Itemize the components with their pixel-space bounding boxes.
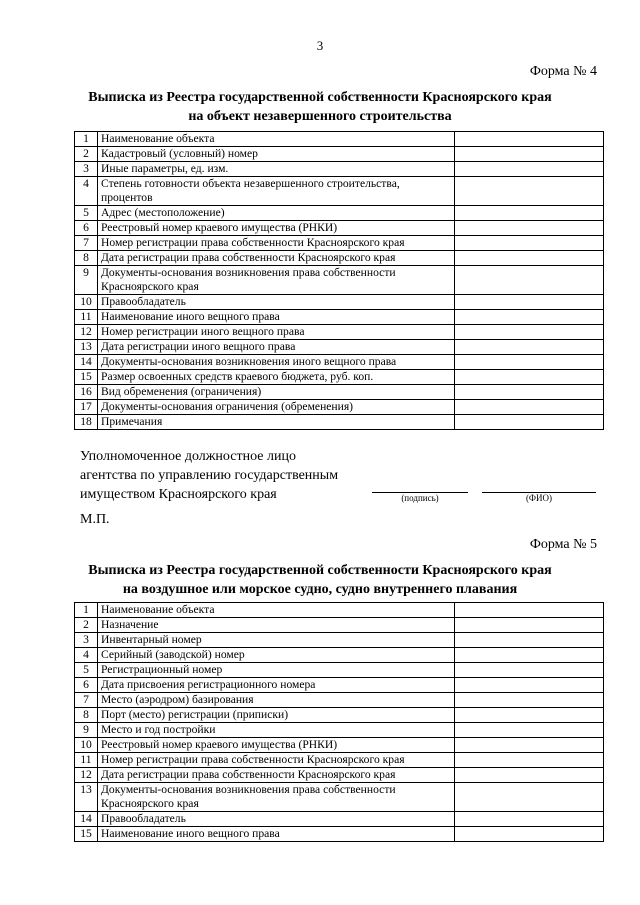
row-label-line: Место (аэродром) базирования (101, 693, 254, 706)
row-label-line: Номер регистрации права собственности Красноярского края (101, 236, 405, 249)
row-label (98, 147, 455, 162)
table-row (75, 783, 604, 812)
row-value-cell[interactable] (455, 295, 604, 310)
form4-title (0, 88, 640, 126)
row-number: 5 (75, 206, 98, 221)
row-label-line: Документы-основания возникновения права собственности (101, 783, 396, 796)
row-label-line: процентов (101, 191, 153, 204)
signatory-block (80, 447, 400, 504)
row-value-cell[interactable] (455, 251, 604, 266)
row-label (98, 783, 455, 812)
table-row (75, 147, 604, 162)
row-number: 7 (75, 693, 98, 708)
row-number: 14 (75, 812, 98, 827)
row-number: 10 (75, 295, 98, 310)
row-label-line: Наименование иного вещного права (101, 827, 280, 840)
signature-caption: (подпись) (401, 493, 439, 503)
row-value-cell[interactable] (455, 693, 604, 708)
row-number: 1 (75, 603, 98, 618)
row-label-line: Назначение (101, 618, 159, 631)
row-number: 12 (75, 768, 98, 783)
row-number: 15 (75, 827, 98, 842)
table-row (75, 603, 604, 618)
row-label-line: Степень готовности объекта незавершенного строительства, (101, 177, 400, 190)
table-row (75, 206, 604, 221)
row-label-line: Иные параметры, ед. изм. (101, 162, 229, 175)
row-value-cell[interactable] (455, 633, 604, 648)
table-row (75, 325, 604, 340)
row-label (98, 266, 455, 295)
table-row (75, 295, 604, 310)
row-value-cell[interactable] (455, 325, 604, 340)
row-value-cell[interactable] (455, 310, 604, 325)
row-value-cell[interactable] (455, 385, 604, 400)
row-label-line: Место и год постройки (101, 723, 216, 736)
row-label-line: Документы-основания ограничения (обременения) (101, 400, 354, 413)
row-label (98, 648, 455, 663)
row-label-line: Красноярского края (101, 797, 199, 810)
row-label-line: Реестровый номер краевого имущества (РНКИ) (101, 738, 338, 751)
row-label (98, 177, 455, 206)
page-number: 3 (316, 38, 324, 53)
form4-title-line2: на объект незавершенного строительства (188, 109, 452, 124)
table-row (75, 400, 604, 415)
row-label (98, 221, 455, 236)
table-row (75, 385, 604, 400)
row-label (98, 678, 455, 693)
row-value-cell[interactable] (455, 355, 604, 370)
row-value-cell[interactable] (455, 147, 604, 162)
table-row (75, 633, 604, 648)
row-number: 9 (75, 266, 98, 295)
row-value-cell[interactable] (455, 236, 604, 251)
table-row (75, 648, 604, 663)
row-value-cell[interactable] (455, 648, 604, 663)
row-label-line: Регистрационный номер (101, 663, 223, 676)
table-row (75, 177, 604, 206)
row-value-cell[interactable] (455, 812, 604, 827)
row-number: 8 (75, 251, 98, 266)
table-row (75, 663, 604, 678)
table-row (75, 678, 604, 693)
row-value-cell[interactable] (455, 708, 604, 723)
row-number: 18 (75, 415, 98, 430)
row-label-line: Дата регистрации права собственности Красноярского края (101, 768, 396, 781)
row-number: 11 (75, 753, 98, 768)
row-label (98, 415, 455, 430)
row-label-line: Наименование иного вещного права (101, 310, 280, 323)
row-label-line: Примечания (101, 415, 163, 428)
table-row (75, 370, 604, 385)
row-value-cell[interactable] (455, 678, 604, 693)
form5-title-line2: на воздушное или морское судно, судно внутреннего плавания (122, 582, 518, 597)
row-number: 13 (75, 783, 98, 812)
row-label-line: Дата регистрации права собственности Красноярского края (101, 251, 396, 264)
row-label-line: Наименование объекта (101, 603, 215, 616)
row-label (98, 400, 455, 415)
row-label-line: Размер освоенных средств краевого бюджета, руб. коп. (101, 370, 374, 383)
name-field (482, 492, 596, 503)
row-label-line: Порт (место) регистрации (приписки) (101, 708, 289, 721)
row-value-cell[interactable] (455, 723, 604, 738)
stamp-place: М.П. (80, 512, 110, 527)
row-label (98, 812, 455, 827)
row-label-line: Документы-основания возникновения иного вещного права (101, 355, 397, 368)
form4-label: Форма № 4 (529, 64, 597, 79)
row-label-line: Дата присвоения регистрационного номера (101, 678, 316, 691)
row-number: 13 (75, 340, 98, 355)
row-number: 3 (75, 633, 98, 648)
row-label (98, 753, 455, 768)
signatory-line3: имуществом Красноярского края (80, 487, 277, 502)
row-label-line: Номер регистрации права собственности Красноярского края (101, 753, 405, 766)
row-value-cell[interactable] (455, 340, 604, 355)
row-label (98, 132, 455, 147)
row-label (98, 370, 455, 385)
row-label-line: Документы-основания возникновения права собственности (101, 266, 396, 279)
table-row (75, 221, 604, 236)
row-label-line: Наименование объекта (101, 132, 215, 145)
row-number: 6 (75, 678, 98, 693)
table-row (75, 162, 604, 177)
row-value-cell[interactable] (455, 783, 604, 812)
table-row (75, 415, 604, 430)
row-number: 9 (75, 723, 98, 738)
row-label (98, 355, 455, 370)
table-row (75, 753, 604, 768)
row-label-line: Адрес (местоположение) (101, 206, 225, 219)
row-label (98, 663, 455, 678)
signatory-line2: агентства по управлению государственным (80, 468, 339, 483)
table-row (75, 236, 604, 251)
row-number: 14 (75, 355, 98, 370)
row-number: 5 (75, 663, 98, 678)
row-number: 8 (75, 708, 98, 723)
row-value-cell[interactable] (455, 370, 604, 385)
row-number: 4 (75, 648, 98, 663)
row-number: 1 (75, 132, 98, 147)
row-value-cell[interactable] (455, 221, 604, 236)
row-number: 12 (75, 325, 98, 340)
row-label-line: Красноярского края (101, 280, 199, 293)
row-label (98, 603, 455, 618)
table-row (75, 738, 604, 753)
signatory-line1: Уполномоченное должностное лицо (80, 449, 296, 464)
row-number: 4 (75, 177, 98, 206)
row-label-line: Реестровый номер краевого имущества (РНКИ) (101, 221, 338, 234)
row-value-cell[interactable] (455, 132, 604, 147)
row-label (98, 310, 455, 325)
row-value-cell[interactable] (455, 768, 604, 783)
form4-table (74, 131, 604, 430)
row-value-cell[interactable] (455, 753, 604, 768)
row-value-cell[interactable] (455, 400, 604, 415)
table-row (75, 266, 604, 295)
row-value-cell[interactable] (455, 827, 604, 842)
row-label (98, 162, 455, 177)
row-value-cell[interactable] (455, 738, 604, 753)
form5-table (74, 602, 604, 842)
row-number: 17 (75, 400, 98, 415)
row-number: 15 (75, 370, 98, 385)
row-label (98, 385, 455, 400)
form5-title-line1: Выписка из Реестра государственной собственности Красноярского края (88, 563, 552, 578)
row-label-line: Номер регистрации иного вещного права (101, 325, 305, 338)
row-label (98, 708, 455, 723)
row-value-cell[interactable] (455, 603, 604, 618)
row-value-cell[interactable] (455, 206, 604, 221)
row-label (98, 768, 455, 783)
table-row (75, 310, 604, 325)
row-label (98, 295, 455, 310)
row-number: 11 (75, 310, 98, 325)
row-value-cell[interactable] (455, 266, 604, 295)
row-value-cell[interactable] (455, 618, 604, 633)
table-row (75, 132, 604, 147)
row-number: 3 (75, 162, 98, 177)
row-label-line: Кадастровый (условный) номер (101, 147, 258, 160)
row-value-cell[interactable] (455, 415, 604, 430)
table-row (75, 827, 604, 842)
signature-field (372, 492, 468, 503)
table-row (75, 693, 604, 708)
row-label (98, 738, 455, 753)
row-label-line: Вид обременения (ограничения) (101, 385, 262, 398)
row-number: 2 (75, 618, 98, 633)
row-label-line: Инвентарный номер (101, 633, 202, 646)
form5-title (0, 561, 640, 599)
form5-label: Форма № 5 (529, 537, 597, 552)
row-label-line: Правообладатель (101, 812, 186, 825)
row-label (98, 251, 455, 266)
row-value-cell[interactable] (455, 162, 604, 177)
row-number: 2 (75, 147, 98, 162)
row-number: 6 (75, 221, 98, 236)
row-value-cell[interactable] (455, 663, 604, 678)
row-label (98, 633, 455, 648)
form4-title-line1: Выписка из Реестра государственной собственности Красноярского края (88, 90, 552, 105)
row-label-line: Дата регистрации иного вещного права (101, 340, 296, 353)
name-caption: (ФИО) (525, 493, 553, 503)
table-row (75, 355, 604, 370)
row-label (98, 693, 455, 708)
table-row (75, 708, 604, 723)
table-row (75, 723, 604, 738)
row-label (98, 723, 455, 738)
row-label (98, 206, 455, 221)
table-row (75, 251, 604, 266)
table-row (75, 340, 604, 355)
row-number: 7 (75, 236, 98, 251)
table-row (75, 812, 604, 827)
row-label (98, 340, 455, 355)
row-label (98, 618, 455, 633)
row-label-line: Серийный (заводской) номер (101, 648, 245, 661)
row-label-line: Правообладатель (101, 295, 186, 308)
row-number: 16 (75, 385, 98, 400)
row-label (98, 325, 455, 340)
row-number: 10 (75, 738, 98, 753)
row-value-cell[interactable] (455, 177, 604, 206)
row-label (98, 827, 455, 842)
table-row (75, 768, 604, 783)
row-label (98, 236, 455, 251)
table-row (75, 618, 604, 633)
